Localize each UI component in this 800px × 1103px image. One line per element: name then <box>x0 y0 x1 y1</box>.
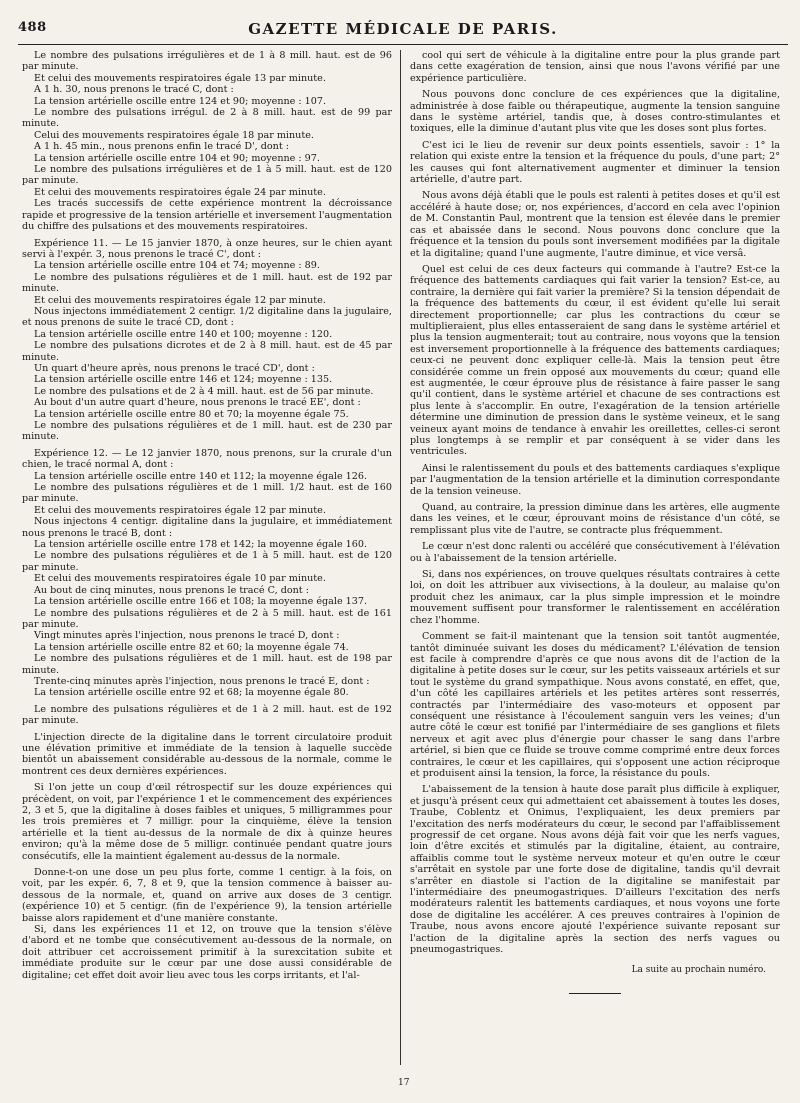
footer-mark: 17 <box>398 1078 410 1088</box>
paragraph: Le nombre des pulsations et de 2 à 4 mill. haut. est de 56 par minute. <box>34 385 374 397</box>
paragraph: Comment se fait-il maintenant que la tension soit tantôt augmentée, tantôt diminuée suivant les doses du médicament? L'élévation de tension est facile à comprendre d'après ce que nous avons dit de l'action de la digitaline à petite doses sur le cœur, sur les petits vaisseaux artériels et sur tout le système du grand sympathique. Nous avons constaté, en effet, que, d'un côté les capillaires artériels et les petites artères sont resserrés, contractés par l'intermédiaire des vaso-moteurs et opposent par conséquent une résistance à l'écoulement sanguin vers les veines; d'un autre côté le cœur est tonifié par l'intermédiaire de ses ganglions et filets nerveux et agit avec plus d'énergie pour chasser le sang dans l'arbre artériel, si bien que ce fluide se trouve comme comprimé entre deux forces contraires, le cœur et les capillaires, qui s'opposent une action réciproque et produisent ainsi la tension, la force, la résistance du pouls. <box>410 631 780 779</box>
paragraph: La tension artérielle oscille entre 146 et 124; moyenne : 135. <box>34 374 333 386</box>
page-header <box>18 20 788 42</box>
left-column <box>22 50 392 981</box>
paragraph: Au bout d'un autre quart d'heure, nous prenons le tracé EE', dont : <box>34 397 361 409</box>
paragraph: Le nombre des pulsations irrégul. de 2 à 8 mill. haut. est de 99 par minute. <box>22 107 392 130</box>
paragraph: La tension artérielle oscille entre 178 et 142; la moyenne égale 160. <box>34 539 368 551</box>
paragraph: Et celui des mouvements respiratoires égale 24 par minute. <box>34 186 326 198</box>
paragraph: Donne-t-on une dose un peu plus forte, comme 1 centigr. à la fois, on voit, par les expér. 6, 7, 8 et 9, que la tension commence à baisser au-dessous de la normale, et, quand on arrive aux doses de 3 centigr. (expérience 10) et 5 centigr. (fin de l'expérience 9), la tension artérielle baisse alors rapidement et d'une manière constante. <box>22 867 392 924</box>
page-number: 488 <box>18 20 47 35</box>
paragraph: La tension artérielle oscille entre 124 et 90; moyenne : 107. <box>34 95 327 107</box>
paragraph: Nous injectons immédiatement 2 centigr. 1/2 digitaline dans la jugulaire, et nous prenons de suite le tracé CD, dont : <box>22 305 392 329</box>
paragraph: Vingt minutes après l'injection, nous prenons le tracé D, dont : <box>34 630 340 642</box>
paragraph: A 1 h. 45 min., nous prenons enfin le tracé D', dont : <box>34 141 289 153</box>
paragraph: L'injection directe de la digitaline dans le torrent circulatoire produit une élévation primitive et immédiate de la tension à laquelle succède bientôt un abaissement considérable au-dessous de la normale, comme le montrent ces deux dernières expériences. <box>22 731 392 777</box>
paragraph: Un quart d'heure après, nous prenons le tracé CD', dont : <box>34 362 315 374</box>
paragraph: Le nombre des pulsations régulières et de 1 mill. haut. est de 230 par minute. <box>22 420 392 443</box>
paragraph: Si l'on jette un coup d'œil rétrospectif sur les douze expériences qui précèdent, on voit, par l'expérience 1 et le commencement des expériences 2, 3 et 5, que la digitaline à doses faibles et uniques, 5 milligrammes pour les trois premières et 7 milligr. pour la cinquième, élève la tension artérielle et la tient au-dessus de la normale de dix à quinze heures environ; qu'à la même dose de 5 milligr. continuée pendant quatre jours consécutifs, elle la maintient également au-dessus de la normale. <box>22 782 392 862</box>
paragraph: Le nombre des pulsations régulières et de 1 mill. haut. est de 198 par minute. <box>22 653 392 676</box>
end-rule <box>569 993 621 994</box>
paragraph: Expérience 11. — Le 15 janvier 1870, à onze heures, sur le chien ayant servi à l'expér. 3, nous prenons le tracé C', dont : <box>22 237 392 260</box>
paragraph: La tension artérielle oscille entre 92 et 68; la moyenne égale 80. <box>34 687 349 699</box>
paragraph: Si, dans nos expériences, on trouve quelques résultats contraires à cette loi, on doit les attribuer aux vivisections, à la douleur, au malaise qu'on produit chez les animaux, car la plus simple impression et le moindre mouvement suffisent pour transformer le ralentissement en accélération chez l'homme. <box>410 569 780 626</box>
paragraph: Et celui des mouvements respiratoires égale 12 par minute. <box>34 294 326 306</box>
paragraph: Trente-cinq minutes après l'injection, nous prenons le tracé E, dont : <box>34 675 370 687</box>
paragraph: Le nombre des pulsations régulières et de 1 à 5 mill. haut. est de 120 par minute. <box>22 550 392 573</box>
paragraph: La tension artérielle oscille entre 140 et 100; moyenne : 120. <box>34 328 333 340</box>
paragraph: Et celui des mouvements respiratoires égale 13 par minute. <box>34 72 326 84</box>
paragraph: La tension artérielle oscille entre 166 et 108; la moyenne égale 137. <box>34 596 368 608</box>
paragraph: Les tracés successifs de cette expérience montrent la décroissance rapide et progressive de la tension artérielle et inversement l'augmentation du chiffre des pulsations et des mouvements respiratoires. <box>22 198 392 233</box>
journal-title: GAZETTE MÉDICALE DE PARIS. <box>248 20 558 38</box>
paragraph: Le nombre des pulsations irrégulières et de 1 à 5 mill. haut. est de 120 par minute. <box>22 164 392 187</box>
paragraph: Nous avons déjà établi que le pouls est ralenti à petites doses et qu'il est accéléré à haute dose; or, nos expériences, d'accord en cela avec l'opinion de M. Constantin Paul, montrent que la tension est élevée dans le premier cas et abaissée dans le second. Nous pouvons donc conclure que la fréquence et la tension du pouls sont inversement modifiées par la digitale et la digitaline; quand l'une augmente, l'autre diminue, et vice versâ. <box>410 190 780 259</box>
column-divider <box>400 50 401 1065</box>
paragraph: Nous injectons 4 centigr. digitaline dans la jugulaire, et immédiatement nous prenons le tracé B, dont : <box>22 516 392 539</box>
paragraph: Le nombre des pulsations régulières et de 1 à 2 mill. haut. est de 192 par minute. <box>22 703 392 727</box>
paragraph: L'abaissement de la tension à haute dose paraît plus difficile à expliquer, et jusqu'à présent ceux qui admettaient cet abaissement à toutes les doses, Traube, Coblentz et Onimus, l'expliquaient, les deux premiers par l'excitation des nerfs modérateurs du cœur, le second par l'affaiblissement progressif de cet organe. Nous avons déjà fait voir que les nerfs vagues, loin d'être excités et stimulés par la digitaline, étaient, au contraire, affaiblis comme tout le système nerveux moteur et qu'en outre le cœur s'arrêtait en systole par une forte dose de digitaline, tandis qu'il devrait s'arrêter en diastole si l'action de la digitaline se manifestait par l'intermédiaire des pneumogastriques. D'ailleurs l'excitation des nerfs modérateurs ralentit les battements cardiaques, et nous voyons une forte dose de digitaline les accélérer. A ces preuves contraires à l'opinion de Traube, nous avons encore ajouté l'expérience suivante reposant sur l'action de la digitaline après la section des nerfs vagues ou pneumogastriques. <box>410 784 780 956</box>
right-column <box>410 50 780 994</box>
paragraph: Si, dans les expériences 11 et 12, on trouve que la tension s'élève d'abord et ne tombe que consécutivement au-dessous de la normale, on doit attribuer cet accroissement primitif à la surexcitation subite et immédiate produite sur le cœur par une dose aussi considérable de digitaline; cet effet doit avoir lieu avec tous les corps irritants, et l'al- <box>22 924 392 981</box>
paragraph: A 1 h. 30, nous prenons le tracé C, dont : <box>34 84 234 96</box>
paragraph: La tension artérielle oscille entre 140 et 112; la moyenne égale 126. <box>34 470 368 482</box>
paragraph: La tension artérielle oscille entre 80 et 70; la moyenne égale 75. <box>34 408 349 420</box>
paragraph: cool qui sert de véhicule à la digitaline entre pour la plus grande part dans cette exagération de tension, ainsi que nous l'avons vérifié par une expérience particulière. <box>410 50 780 84</box>
paragraph: Et celui des mouvements respiratoires égale 12 par minute. <box>34 504 326 516</box>
paragraph: La tension artérielle oscille entre 82 et 60; la moyenne égale 74. <box>34 641 349 653</box>
header-rule <box>18 44 788 45</box>
paragraph: Le cœur n'est donc ralenti ou accéléré que consécutivement à l'élévation ou à l'abaissement de la tension artérielle. <box>410 541 780 564</box>
paragraph: Quel est celui de ces deux facteurs qui commande à l'autre? Est-ce la fréquence des battements cardiaques qui fait varier la tension? Est-ce, au contraire, la dernière qui fait varier la première? Si la tension dépendait de la fréquence des battements du cœur, il est évident qu'elle lui serait directement proportionnelle; car plus les contractions du cœur se multiplieraient, plus elles entasseraient de sang dans le système artériel et plus la tension augmenterait; tout au contraire, nous voyons que la tension est inversement proportionnelle à la fréquence des battements cardiaques; ceux-ci ne peuvent donc expliquer celle-là. Mais la tension peut être considérée comme un frein opposé aux mouvements du cœur; quand elle est augmentée, le cœur éprouve plus de résistance à faire passer le sang qu'il contient, dans le système artériel et chacune de ses contractions est plus lente à s'accomplir. En outre, l'exagération de la tension artérielle détermine une diminution de pression dans le système veineux, et le sang veineux ayant moins de tendance à envahir les oreillettes, celles-ci seront plus longtemps à se remplir et par conséquent à se vider dans les ventricules. <box>410 263 780 458</box>
paragraph: Quand, au contraire, la pression diminue dans les artères, elle augmente dans les veines, et le cœur, éprouvant moins de résistance d'un côté, se remplissant plus vite de l'autre, se contracte plus fréquemment. <box>410 502 780 536</box>
continued-note: La suite au prochain numéro. <box>631 965 766 976</box>
paragraph: Celui des mouvements respiratoires égale 18 par minute. <box>34 129 314 141</box>
paragraph: Le nombre des pulsations régulières et de 1 mill. haut. est de 192 par minute. <box>22 271 392 295</box>
paragraph: Le nombre des pulsations régulières et de 2 à 5 mill. haut. est de 161 par minute. <box>22 607 392 630</box>
paragraph: Au bout de cinq minutes, nous prenons le tracé C, dont : <box>34 584 309 596</box>
paragraph: Expérience 12. — Le 12 janvier 1870, nous prenons, sur la crurale d'un chien, le tracé normal A, dont : <box>22 447 392 471</box>
paragraph: Ainsi le ralentissement du pouls et des battements cardiaques s'explique par l'augmentation de la tension artérielle et la diminution correspondante de la tension veineuse. <box>410 462 780 497</box>
paragraph: Le nombre des pulsations dicrotes et de 2 à 8 mill. haut. est de 45 par minute. <box>22 340 392 363</box>
paragraph: Et celui des mouvements respiratoires égale 10 par minute. <box>34 573 326 585</box>
paragraph: C'est ici le lieu de revenir sur deux points essentiels, savoir : 1° la relation qui existe entre la tension et la fréquence du pouls, d'une part; 2° les causes qui font alternativement augmenter et diminuer la tension artérielle, d'autre part. <box>410 139 780 186</box>
paragraph: Le nombre des pulsations régulières et de 1 mill. 1/2 haut. est de 160 par minute. <box>22 482 392 505</box>
right-column-paragraphs <box>410 50 780 955</box>
paragraph: La tension artérielle oscille entre 104 et 90; moyenne : 97. <box>34 152 320 164</box>
paragraph: Nous pouvons donc conclure de ces expériences que la digitaline, administrée à dose faible ou thérapeutique, augmente la tension sanguine dans le système artériel, tandis que, à doses contro-stimulantes et toxiques, elle la diminue d'autant plus vite que les doses sont plus fortes. <box>410 89 780 135</box>
paragraph: La tension artérielle oscille entre 104 et 74; moyenne : 89. <box>34 260 320 272</box>
paragraph: Le nombre des pulsations irrégulières et de 1 à 8 mill. haut. est de 96 par minute. <box>22 50 392 73</box>
